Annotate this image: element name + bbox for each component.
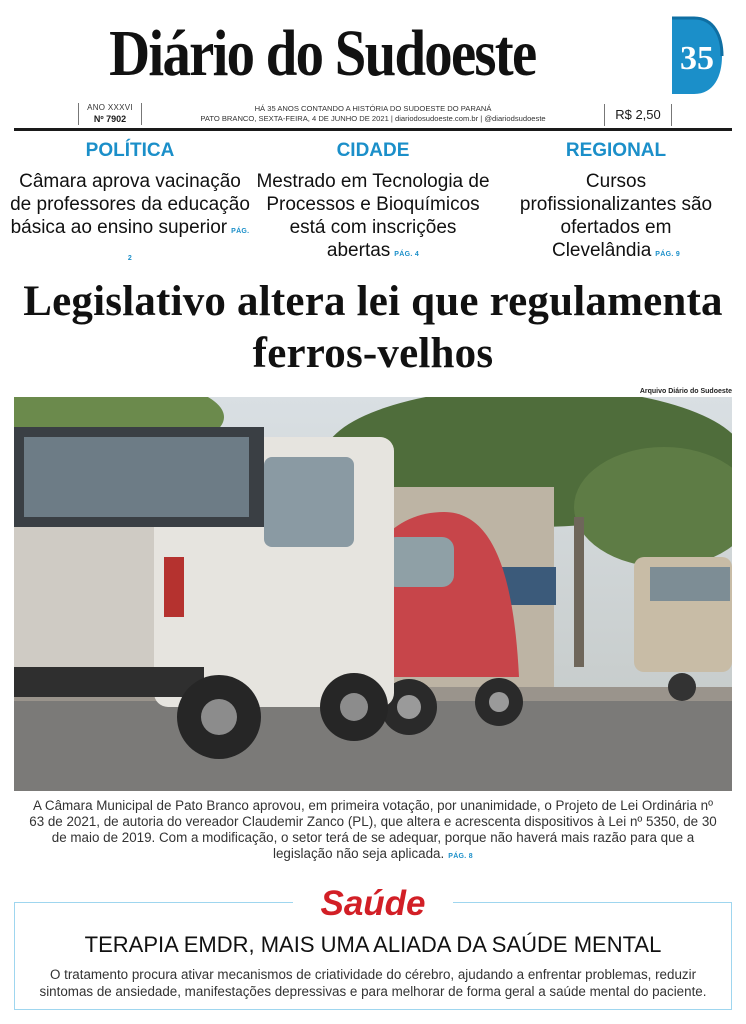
teaser-section-label: POLÍTICA [85,140,175,161]
health-headline[interactable]: TERAPIA EMDR, MAIS UMA ALIADA DA SAÚDE MENTAL [84,932,662,957]
edition-year: ANO XXXVI [87,103,133,112]
page-ref: PÁG. 9 [655,251,681,258]
teaser-headline: Cursos profissionalizantes são ofertados em Clevelândia PÁG. 9 [519,171,713,261]
price: R$ 2,50 [604,104,672,126]
page-ref: PÁG. 2 [127,228,250,262]
teaser-headline: Mestrado em Tecnologia de Processos e Bioquímicos está com inscrições abertas PÁG. 4 [256,171,490,261]
edition-number: Nº 7902 [93,114,127,124]
teaser-headline: Câmara aprova vacinação de professores da educação básica ao ensino superior PÁG. 2 [10,171,250,262]
page-ref: PÁG. 4 [394,251,420,258]
teaser-politica[interactable] [10,140,250,270]
newspaper-logo-title: Diário do Sudoeste [109,17,536,90]
teaser-regional[interactable] [506,140,726,266]
teaser-cidade[interactable] [255,140,491,266]
main-story-summary: A Câmara Municipal de Pato Branco aprovou, em primeira votação, por unanimidade, o Projeto de Lei Ordinária nº 63 de 2021, de autoria do vereador Claudemir Zanco (PL), que altera e acrescenta dispositivos à Lei nº 5350, de 30 de maio de 2019. Com a modificação, o setor terá de se adequar, porque não haverá mais razão para que a legislação não seja aplicada. PÁG. 8 [29,798,717,861]
teaser-section-label: CIDADE [336,140,410,161]
page-ref: PÁG. 8 [448,853,473,860]
main-photo [14,397,732,791]
edition-info [78,103,142,125]
health-summary: O tratamento procura ativar mecanismos de criatividade do cérebro, ajudando a enfrentar problemas, reduzir sintomas de ansiedade, manifestações depressivas e para melhorar de forma geral a saúde mental do paciente. [39,967,707,999]
main-headline[interactable]: Legislativo altera lei que regulamenta ferros-velhos [23,278,723,377]
health-section-tag: Saúde [293,884,453,924]
masthead [0,0,746,132]
teaser-section-label: REGIONAL [565,140,667,161]
anniversary-35-badge-icon [668,14,724,98]
tagline: HÁ 35 ANOS CONTANDO A HISTÓRIA DO SUDOESTE DO PARANÁ [254,104,492,113]
masthead-meta [150,104,596,124]
photo-credit: Arquivo Diário do Sudoeste [639,388,732,395]
badge-number: 35 [680,40,714,77]
masthead-rule [14,128,732,131]
dateline: PATO BRANCO, SEXTA-FEIRA, 4 DE JUNHO DE 2021 | diariodosudoeste.com.br | @diariodsudoeste [200,114,546,123]
